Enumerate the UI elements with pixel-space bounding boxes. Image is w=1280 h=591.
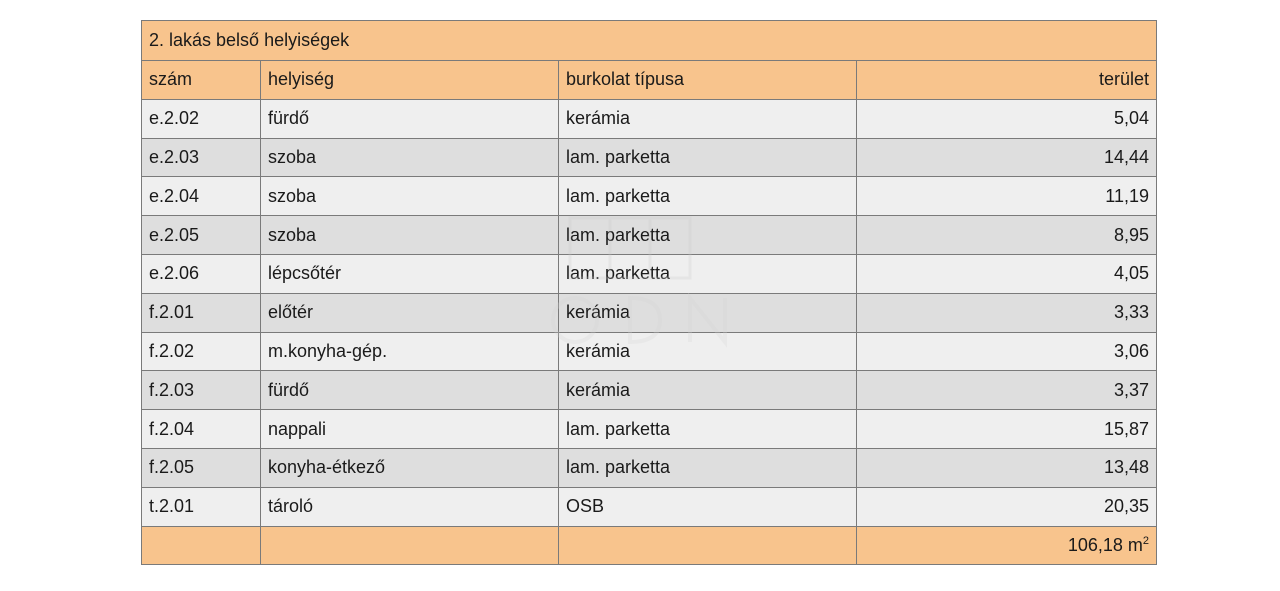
table-header-row xyxy=(142,61,1157,100)
cell-num: f.2.03 xyxy=(142,371,261,410)
table-row xyxy=(142,216,1157,255)
table-row xyxy=(142,293,1157,332)
cell-num: e.2.04 xyxy=(142,177,261,216)
cell-room: fürdő xyxy=(261,99,559,138)
cell-room: előtér xyxy=(261,293,559,332)
cell-floor: OSB xyxy=(559,487,857,526)
cell-floor: kerámia xyxy=(559,293,857,332)
cell-num: e.2.03 xyxy=(142,138,261,177)
table-row xyxy=(142,487,1157,526)
cell-num: e.2.06 xyxy=(142,254,261,293)
cell-floor: lam. parketta xyxy=(559,410,857,449)
table-row xyxy=(142,371,1157,410)
table-row xyxy=(142,99,1157,138)
total-empty-cell xyxy=(559,526,857,565)
cell-area: 3,33 xyxy=(857,293,1157,332)
cell-floor: lam. parketta xyxy=(559,448,857,487)
cell-num: f.2.02 xyxy=(142,332,261,371)
cell-area: 3,37 xyxy=(857,371,1157,410)
cell-num: f.2.01 xyxy=(142,293,261,332)
cell-room: konyha-étkező xyxy=(261,448,559,487)
cell-area: 4,05 xyxy=(857,254,1157,293)
cell-floor: kerámia xyxy=(559,99,857,138)
cell-room: m.konyha-gép. xyxy=(261,332,559,371)
header-helyiseg: helyiség xyxy=(261,61,559,100)
header-terulet: terület xyxy=(857,61,1157,100)
table-row xyxy=(142,332,1157,371)
cell-floor: lam. parketta xyxy=(559,216,857,255)
cell-floor: kerámia xyxy=(559,371,857,410)
cell-room: tároló xyxy=(261,487,559,526)
cell-room: szoba xyxy=(261,138,559,177)
cell-area: 13,48 xyxy=(857,448,1157,487)
table-total-row xyxy=(142,526,1157,565)
cell-num: f.2.05 xyxy=(142,448,261,487)
cell-room: lépcsőtér xyxy=(261,254,559,293)
cell-num: t.2.01 xyxy=(142,487,261,526)
cell-room: szoba xyxy=(261,177,559,216)
cell-room: fürdő xyxy=(261,371,559,410)
table-title: 2. lakás belső helyiségek xyxy=(142,21,1157,61)
table-title-row xyxy=(142,21,1157,61)
cell-area: 5,04 xyxy=(857,99,1157,138)
cell-room: nappali xyxy=(261,410,559,449)
table-row xyxy=(142,448,1157,487)
cell-num: f.2.04 xyxy=(142,410,261,449)
total-area-unit-superscript: 2 xyxy=(1142,534,1149,547)
cell-num: e.2.05 xyxy=(142,216,261,255)
cell-floor: lam. parketta xyxy=(559,177,857,216)
table-row xyxy=(142,177,1157,216)
table-row xyxy=(142,254,1157,293)
cell-area: 14,44 xyxy=(857,138,1157,177)
cell-area: 15,87 xyxy=(857,410,1157,449)
total-area-cell xyxy=(857,526,1157,565)
header-szam: szám xyxy=(142,61,261,100)
cell-floor: lam. parketta xyxy=(559,138,857,177)
table-row xyxy=(142,138,1157,177)
header-burkolat: burkolat típusa xyxy=(559,61,857,100)
rooms-table xyxy=(141,20,1157,565)
total-empty-cell xyxy=(261,526,559,565)
cell-area: 8,95 xyxy=(857,216,1157,255)
cell-floor: lam. parketta xyxy=(559,254,857,293)
total-area-value: 106,18 m xyxy=(1067,534,1143,555)
cell-area: 3,06 xyxy=(857,332,1157,371)
total-empty-cell xyxy=(142,526,261,565)
cell-floor: kerámia xyxy=(559,332,857,371)
cell-room: szoba xyxy=(261,216,559,255)
cell-area: 20,35 xyxy=(857,487,1157,526)
cell-area: 11,19 xyxy=(857,177,1157,216)
table-row xyxy=(142,410,1157,449)
cell-num: e.2.02 xyxy=(142,99,261,138)
